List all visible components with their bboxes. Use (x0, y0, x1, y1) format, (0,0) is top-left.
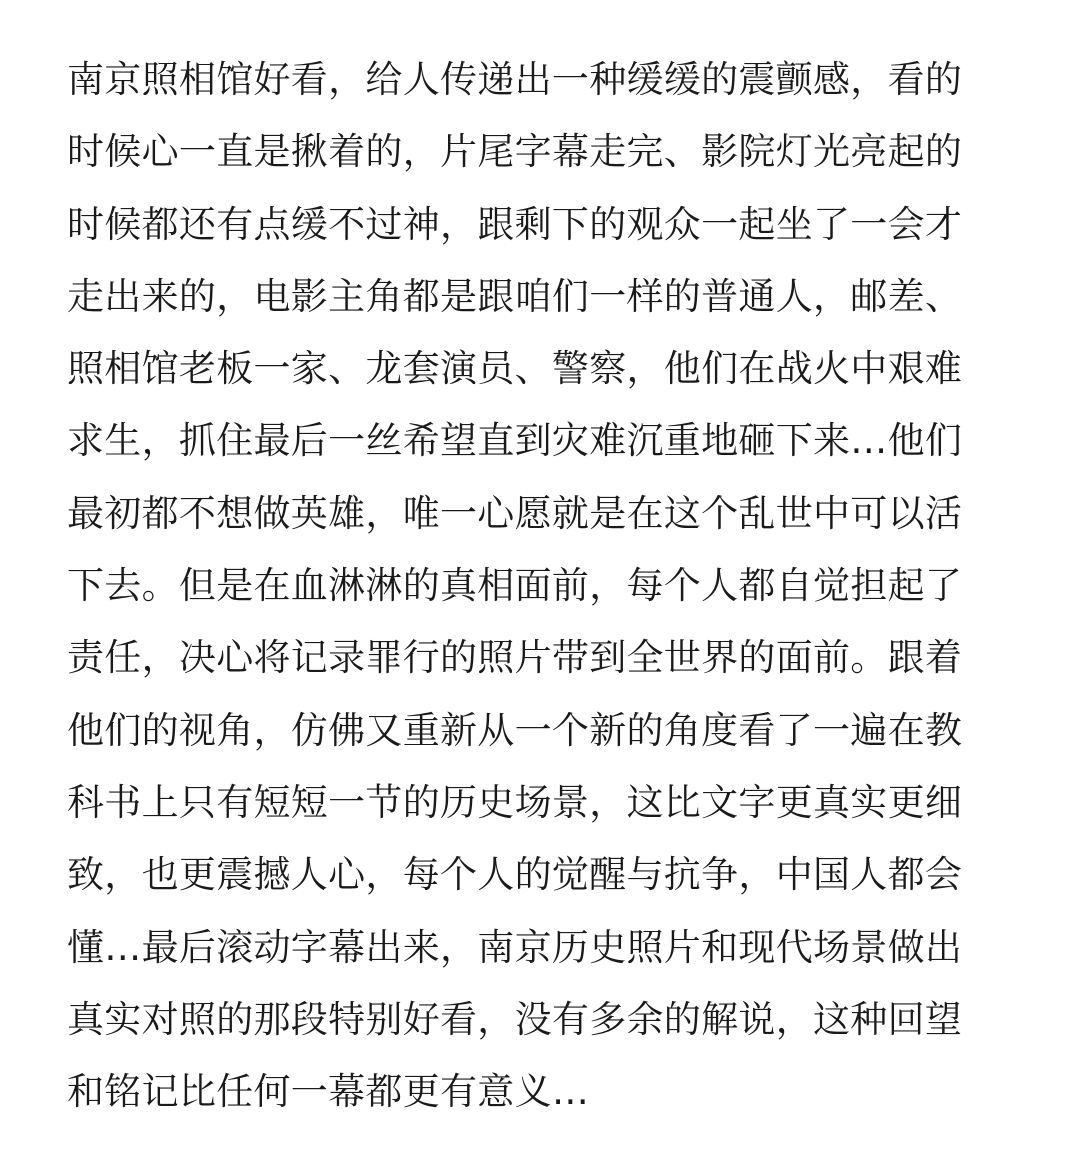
text-line-14: 真实对照的那段特别好看，没有多余的解说，这种回望 (67, 997, 963, 1041)
text-line-7: 最初都不想做英雄，唯一心愿就是在这个乱世中可以活 (67, 491, 963, 535)
text-line-9: 责任，决心将记录罪行的照片带到全世界的面前。跟着 (67, 636, 963, 680)
text-line-12: 致，也更震撼人心，每个人的觉醒与抗争，中国人都会 (67, 853, 963, 897)
text-line-13: 懂…最后滚动字幕出来，南京历史照片和现代场景做出 (67, 925, 963, 969)
text-line-6: 求生，抓住最后一丝希望直到灾难沉重地砸下来…他们 (67, 419, 963, 463)
text-line-1: 南京照相馆好看，给人传递出一种缓缓的震颤感，看的 (67, 58, 963, 101)
text-line-2: 时候心一直是揪着的，片尾字幕走完、影院灯光亮起的 (67, 130, 963, 174)
text-line-4: 走出来的，电影主角都是跟咱们一样的普通人，邮差、 (67, 274, 963, 318)
text-line-5: 照相馆老板一家、龙套演员、警察，他们在战火中艰难 (67, 347, 963, 391)
text-line-15: 和铭记比任何一幕都更有意义… (67, 1070, 590, 1114)
post-body (67, 44, 1015, 1128)
text-line-11: 科书上只有短短一节的历史场景，这比文字更真实更细 (67, 780, 963, 824)
text-line-10: 他们的视角，仿佛又重新从一个新的角度看了一遍在教 (67, 708, 963, 752)
text-line-3: 时候都还有点缓不过神，跟剩下的观众一起坐了一会才 (67, 202, 963, 246)
text-line-8: 下去。但是在血淋淋的真相面前，每个人都自觉担起了 (67, 564, 963, 608)
